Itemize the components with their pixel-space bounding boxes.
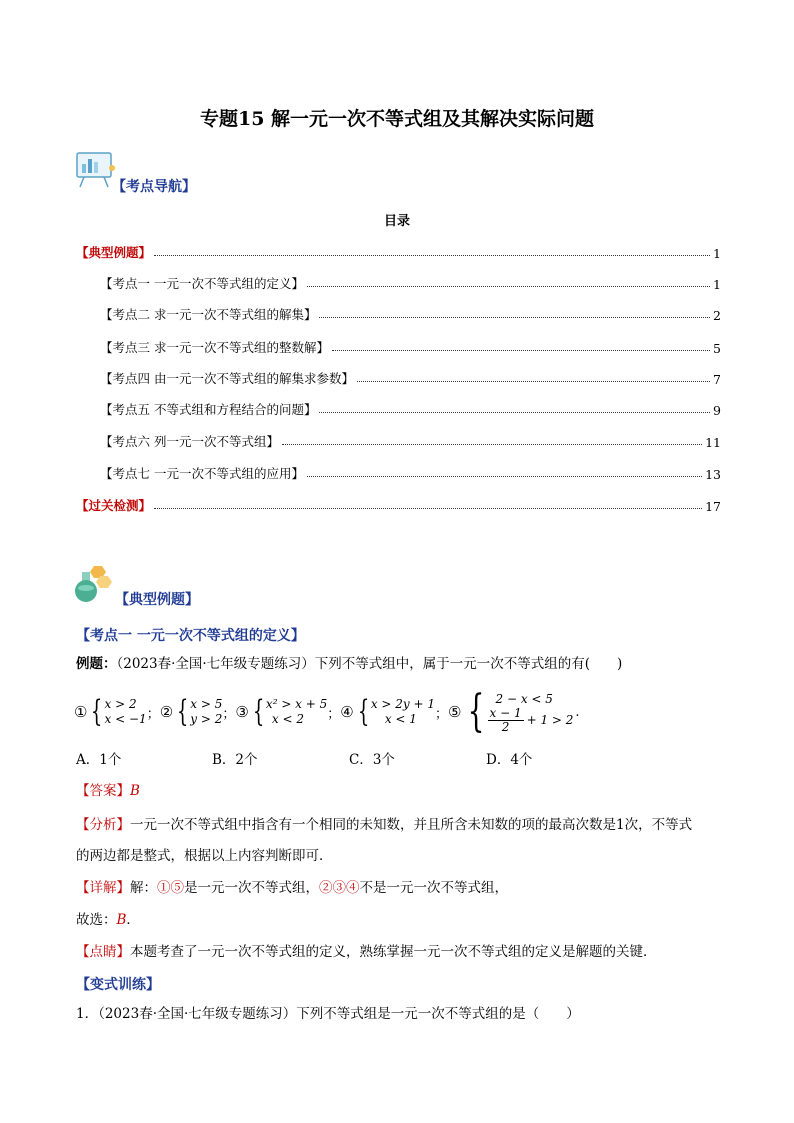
toc-leader bbox=[319, 317, 710, 318]
choose-text: 故选： bbox=[76, 912, 117, 928]
toc-leader bbox=[307, 286, 710, 287]
toc-page: 17 bbox=[705, 499, 721, 514]
ineq: x < −1 bbox=[104, 712, 147, 726]
toc-row-kp1[interactable] bbox=[100, 274, 721, 292]
toc-label: 【考点四 由一元一次不等式组的解集求参数】 bbox=[100, 371, 354, 386]
toc-row-kp4[interactable] bbox=[100, 369, 721, 387]
answer-label: 【答案】 bbox=[76, 783, 130, 799]
toc-row-check[interactable] bbox=[76, 496, 721, 514]
ineq: x² > x + 5 bbox=[265, 697, 328, 711]
toc-label: 【考点三 求一元一次不等式组的整数解】 bbox=[100, 340, 329, 355]
detail-end: 不是一元一次不等式组， bbox=[359, 880, 508, 896]
toc-leader bbox=[357, 381, 710, 382]
system-5: { 2 − x < 5 $\frac{x - 1}{2}$ + 1 > 2 bbox=[467, 686, 574, 737]
choose-value: B bbox=[116, 912, 127, 928]
page-title: 专题15 解一元一次不等式组及其解决实际问题 bbox=[199, 108, 595, 130]
system-3: { x² > x + 5 x < 2 bbox=[252, 694, 328, 729]
choose-line bbox=[76, 910, 140, 930]
toc-page: 2 bbox=[713, 308, 721, 323]
ineq: y > 2 bbox=[190, 712, 223, 726]
example-question bbox=[76, 654, 736, 674]
answer-line bbox=[76, 781, 140, 801]
example-text: （2023春·全国·七年级专题练习）下列不等式组中，属于一元一次不等式组的有( ) bbox=[116, 656, 623, 672]
flask-icon bbox=[72, 562, 112, 604]
detail-mid: 是一元一次不等式组， bbox=[184, 880, 319, 896]
toc-label: 【考点六 列一元一次不等式组】 bbox=[100, 434, 279, 449]
analysis-text: 一元一次不等式组中指含有一个相同的未知数，并且所含未知数的项的最高次数是1次，不等式 bbox=[130, 817, 693, 833]
toc-leader bbox=[282, 444, 702, 445]
question-1: 1．（2023春·全国·七年级专题练习）下列不等式组是一元一次不等式组的是（ ） bbox=[76, 1006, 580, 1022]
frac-denominator: 2 bbox=[501, 719, 510, 734]
toc-leader bbox=[319, 412, 710, 413]
toc-title: 目录 bbox=[383, 214, 410, 229]
toc-row-kp7[interactable] bbox=[100, 464, 721, 482]
inequality-systems bbox=[74, 682, 580, 742]
toc-row-kp5[interactable] bbox=[100, 400, 721, 418]
variant-heading: 【变式训练】 bbox=[76, 977, 160, 993]
toc-label: 【典型例题】 bbox=[76, 245, 152, 260]
toc-page: 7 bbox=[713, 372, 721, 387]
toc-page: 5 bbox=[713, 341, 721, 356]
toc-leader bbox=[154, 508, 702, 509]
ineq: x < 1 bbox=[384, 712, 417, 726]
toc-page: 1 bbox=[713, 277, 721, 292]
separator: ； bbox=[327, 706, 341, 722]
toc-leader bbox=[154, 255, 710, 256]
ineq: x > 2 bbox=[104, 697, 137, 711]
ineq: 2 − x < 5 bbox=[495, 691, 553, 706]
choice-marker: ② bbox=[159, 703, 174, 721]
choose-end: ． bbox=[126, 912, 140, 928]
ineq: x < 2 bbox=[271, 712, 305, 726]
ineq: + 1 > 2 bbox=[526, 713, 574, 727]
comment-label: 【点睛】 bbox=[76, 944, 130, 960]
toc-page: 1 bbox=[713, 246, 721, 261]
comment-text: 本题考查了一元一次不等式组的定义，熟练掌握一元一次不等式组的定义是解题的关键． bbox=[130, 944, 657, 960]
example-prefix: 例题： bbox=[76, 656, 117, 672]
toc-row-kp2[interactable] bbox=[100, 305, 721, 323]
kp1-heading: 【考点一 一元一次不等式组的定义】 bbox=[76, 628, 305, 644]
option-c[interactable]: C．3个 bbox=[349, 752, 395, 768]
choice-marker: ④ bbox=[340, 703, 354, 721]
system-4: { x > 2y + 1 x < 1 bbox=[357, 694, 436, 729]
system-2: { x > 5 y > 2 bbox=[176, 694, 223, 729]
toc-leader bbox=[307, 476, 702, 477]
end-mark: . bbox=[575, 704, 580, 720]
choice-marker: ⑤ bbox=[448, 703, 462, 721]
detail-label: 【详解】 bbox=[76, 880, 130, 896]
choice-marker: ③ bbox=[235, 703, 249, 721]
toc-label: 【考点五 不等式组和方程结合的问题】 bbox=[100, 402, 317, 417]
answer-value: B bbox=[130, 783, 140, 799]
frac-numerator: x − 1 bbox=[489, 705, 522, 720]
ineq: x > 5 bbox=[190, 697, 223, 711]
toc-leader bbox=[332, 350, 710, 351]
examples-heading: 【典型例题】 bbox=[115, 592, 199, 608]
option-b[interactable]: B．2个 bbox=[212, 752, 258, 768]
detail-circ-b: ②③④ bbox=[319, 880, 360, 896]
detail-line bbox=[76, 878, 508, 898]
toc-row-examples[interactable] bbox=[76, 243, 721, 261]
system-1: { x > 2 x < −1 bbox=[91, 694, 147, 729]
toc-row-kp6[interactable] bbox=[100, 432, 721, 450]
nav-heading: 【考点导航】 bbox=[112, 179, 196, 195]
option-a[interactable]: A．1个 bbox=[76, 752, 122, 768]
toc-row-kp3[interactable] bbox=[100, 338, 721, 356]
analysis-line-1 bbox=[76, 815, 736, 835]
option-d[interactable]: D．4个 bbox=[486, 752, 533, 768]
toc-page: 9 bbox=[713, 403, 721, 418]
analysis-line-2: 的两边都是整式，根据以上内容判断即可． bbox=[76, 848, 333, 864]
toc-label: 【考点二 求一元一次不等式组的解集】 bbox=[100, 307, 317, 322]
detail-prefix: 解： bbox=[130, 880, 157, 896]
toc-label: 【考点一 一元一次不等式组的定义】 bbox=[100, 276, 304, 291]
ineq: x > 2y + 1 bbox=[370, 697, 436, 711]
separator: ； bbox=[146, 706, 160, 722]
toc-page: 11 bbox=[705, 435, 721, 450]
comment-line bbox=[76, 942, 657, 962]
choice-marker: ① bbox=[74, 703, 88, 721]
analysis-label: 【分析】 bbox=[76, 817, 130, 833]
toc-page: 13 bbox=[705, 467, 721, 482]
detail-circ-a: ①⑤ bbox=[157, 880, 184, 896]
toc-label: 【过关检测】 bbox=[76, 498, 152, 513]
separator: ； bbox=[222, 706, 236, 722]
separator: ； bbox=[435, 706, 449, 722]
toc-label: 【考点七 一元一次不等式组的应用】 bbox=[100, 466, 304, 481]
